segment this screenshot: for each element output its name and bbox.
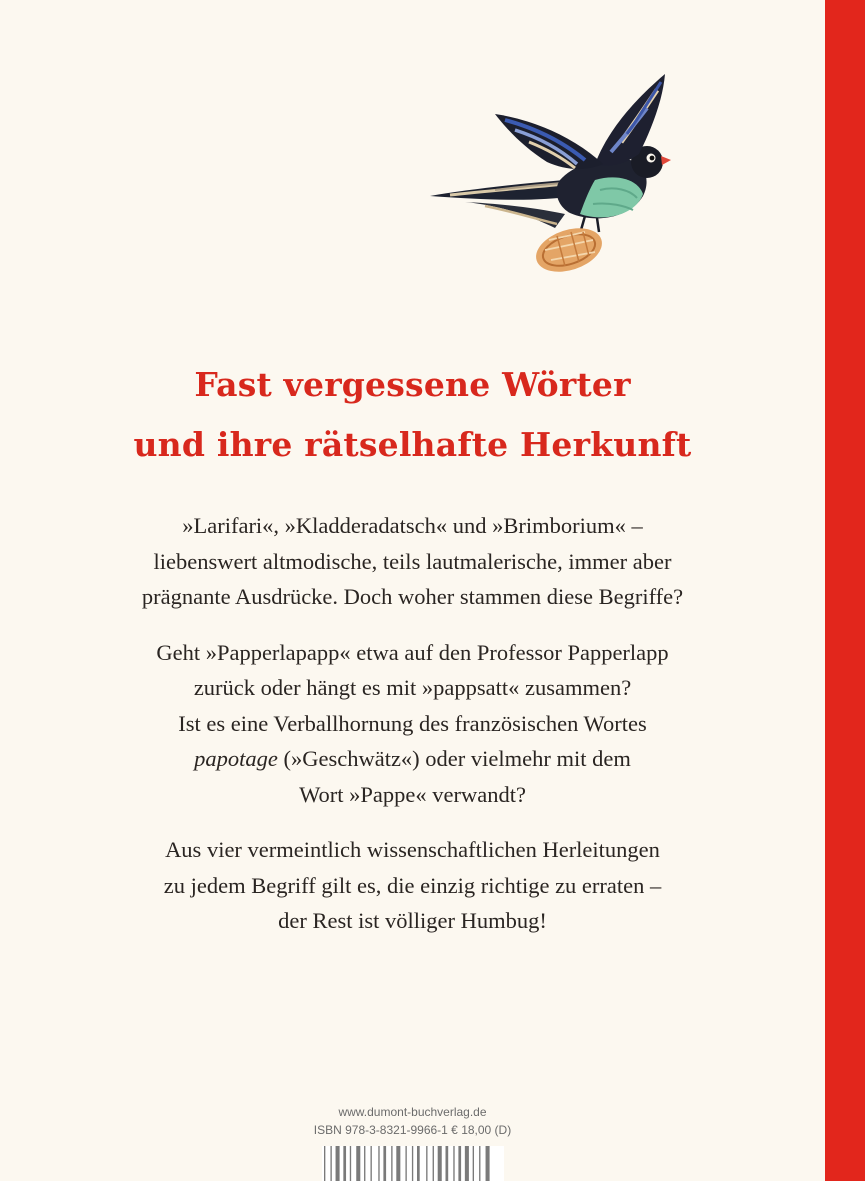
blurb-line: Ist es eine Verballhornung des französischen Wortes <box>178 710 647 736</box>
blurb-line: Aus vier vermeintlich wissenschaftlichen Herleitungen <box>165 837 660 862</box>
italic-term: papotage <box>194 746 278 771</box>
blurb-line: Wort »Pappe« verwandt? <box>299 781 526 807</box>
headline <box>0 355 825 475</box>
barcode-icon <box>322 1146 504 1181</box>
headline-line-2: und ihre rätselhafte Herkunft <box>133 425 692 464</box>
isbn-price: ISBN 978-3-8321-9966-1 € 18,00 (D) <box>313 1123 512 1137</box>
blurb-paragraph-1 <box>0 508 825 615</box>
magpie-bird-with-pastry-icon <box>425 68 675 278</box>
red-spine-strip <box>825 0 865 1181</box>
blurb-line: zurück oder hängt es mit »pappsatt« zusammen? <box>193 675 632 700</box>
publisher-website: www.dumont-buchverlag.de <box>338 1105 487 1119</box>
blurb-line: der Rest ist völliger Humbug! <box>278 908 547 933</box>
blurb-text <box>0 508 825 959</box>
blurb-line: prägnante Ausdrücke. Doch woher stammen diese Begriffe? <box>141 584 684 609</box>
blurb-line: liebenswert altmodische, teils lautmalerische, immer aber <box>153 548 672 574</box>
blurb-paragraph-2 <box>0 635 825 813</box>
blurb-line: zu jedem Begriff gilt es, die einzig richtige zu erraten – <box>163 872 662 898</box>
blurb-line <box>0 741 825 777</box>
blurb-line-rest: (»Geschwätz«) oder vielmehr mit dem <box>277 746 631 771</box>
blurb-line: Geht »Papperlapapp« etwa auf den Professor Papperlapp <box>156 639 669 665</box>
blurb-line: »Larifari«, »Kladderadatsch« und »Brimborium« – <box>182 513 643 538</box>
blurb-paragraph-3 <box>0 832 825 939</box>
publisher-imprint <box>250 1103 575 1139</box>
headline-line-1: Fast vergessene Wörter <box>194 365 631 404</box>
